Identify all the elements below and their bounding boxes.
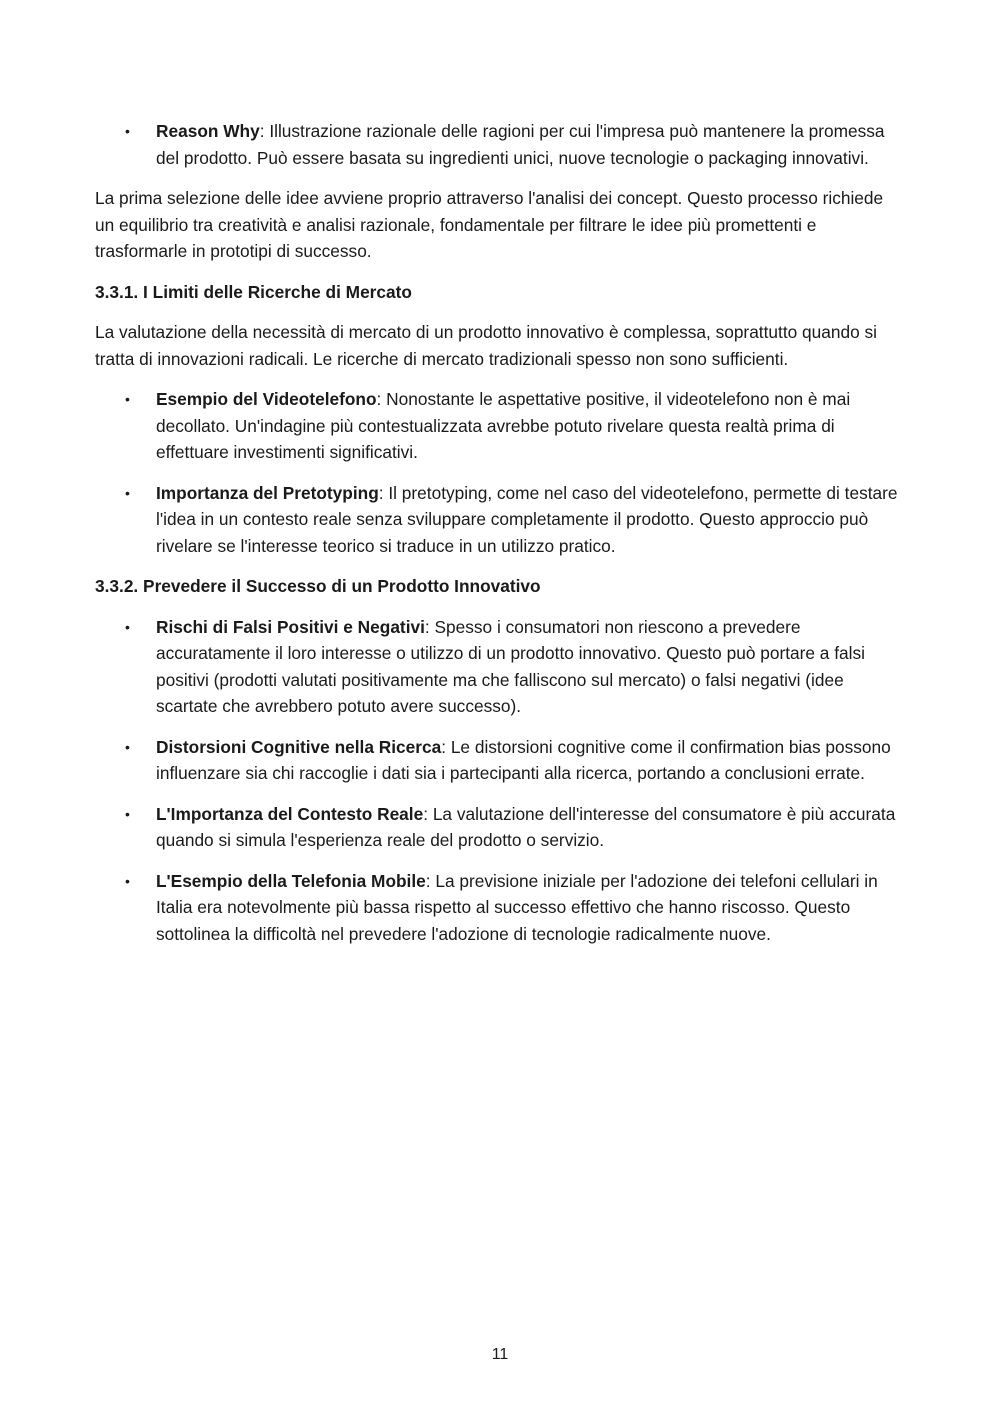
bullet-term: Reason Why <box>156 121 260 141</box>
section-3-3-1-bullet-list <box>95 386 905 559</box>
section-3-3-1-paragraph: La valutazione della necessità di mercato di un prodotto innovativo è complessa, soprattutto quando si tratta di innovazioni radicali. Le ricerche di mercato tradizionali spesso non sono sufficienti. <box>95 322 877 369</box>
bullet-text: : Il pretotyping, come nel caso del videotelefono, permette di testare l'idea in un contesto reale senza sviluppare completamente il prodotto. Questo approccio può rivelare se l'interesse teorico si traduce in un utilizzo pratico. <box>156 482 898 556</box>
page-content <box>95 118 905 961</box>
bullet-text: : La previsione iniziale per l'adozione dei telefoni cellulari in Italia era notevolmente più bassa rispetto al successo effettivo che hanno riscosso. Questo sottolinea la difficoltà nel prevedere l'adozione di tecnologie radicalmente nuove. <box>156 870 878 944</box>
section-3-3-2-bullet-list <box>95 614 905 948</box>
bullet-text: : Le distorsioni cognitive come il confirmation bias possono influenzare sia chi raccoglie i dati sia i partecipanti alla ricerca, portando a conclusioni errate. <box>156 736 891 783</box>
bullet-term: L'Esempio della Telefonia Mobile <box>156 870 426 891</box>
bullet-glyph: • <box>125 738 130 755</box>
list-item <box>95 868 905 948</box>
bullet-glyph: • <box>125 618 130 635</box>
list-item <box>95 480 905 560</box>
bullet-text: : Spesso i consumatori non riescono a prevedere accuratamente il loro interesse o utilizzo di un prodotto innovativo. Questo può portare a falsi positivi (prodotti valutati positivamente ma che falliscono sul mercato) o falsi negativi (idee scartate che avrebbero potuto avere successo). <box>156 616 865 716</box>
bullet-term: L'Importanza del Contesto Reale <box>156 803 424 824</box>
bullet-glyph: • <box>125 805 130 822</box>
bullet-term: Rischi di Falsi Positivi e Negativi <box>156 616 425 637</box>
list-item <box>95 118 905 171</box>
section-heading-3-3-2: 3.3.2. Prevedere il Successo di un Prodotto Innovativo <box>95 576 541 596</box>
bullet-glyph: • <box>125 484 130 501</box>
intro-paragraph: La prima selezione delle idee avviene proprio attraverso l'analisi dei concept. Questo processo richiede un equilibrio tra creatività e analisi razionale, fondamentale per filtrare le idee più promettenti e trasformarle in prototipi di successo. <box>95 188 884 261</box>
bullet-text: : Nonostante le aspettative positive, il videotelefono non è mai decollato. Un'indagine più contestualizzata avrebbe potuto rivelare questa realtà prima di effettuare investimenti significativi. <box>156 389 851 462</box>
bullet-glyph: • <box>125 391 130 407</box>
list-item <box>95 801 905 854</box>
bullet-glyph: • <box>125 872 130 889</box>
section-heading-3-3-1: 3.3.1. I Limiti delle Ricerche di Mercato <box>95 281 412 302</box>
bullet-text: : La valutazione dell'interesse del consumatore è più accurata quando si simula l'esperienza reale del prodotto o servizio. <box>156 803 896 850</box>
intro-bullet-list <box>95 118 905 171</box>
list-item <box>95 386 905 466</box>
bullet-term: Importanza del Pretotyping <box>156 482 379 503</box>
bullet-glyph: • <box>125 123 130 139</box>
page-number: 11 <box>491 1346 509 1363</box>
bullet-term: Distorsioni Cognitive nella Ricerca <box>156 736 442 757</box>
bullet-text: : Illustrazione razionale delle ragioni per cui l'impresa può mantenere la promessa del prodotto. Può essere basata su ingredienti unici, nuove tecnologie o packaging innovativi. <box>156 121 885 168</box>
list-item <box>95 614 905 720</box>
bullet-term: Esempio del Videotelefono <box>156 389 377 409</box>
list-item <box>95 734 905 787</box>
